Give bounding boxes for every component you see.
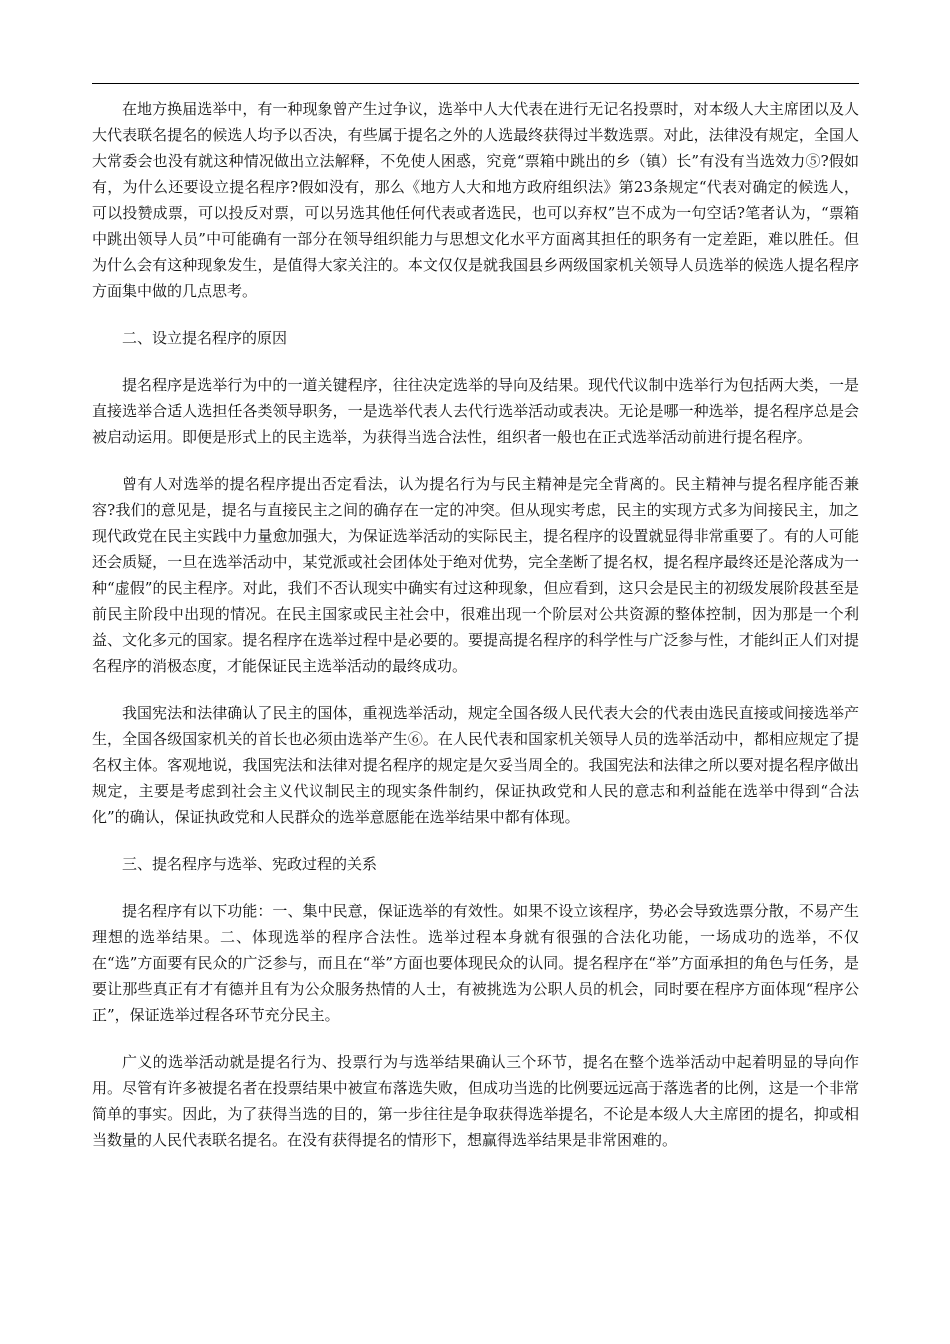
paragraph-nomination-key: 提名程序是选举行为中的一道关键程序，往往决定选举的导向及结果。现代代议制中选举行为包括两大类，一是直接选举合适人选担任各类领导职务，一是选举代表人去代行选举活动或表决。无论是哪一种选举，提名程序总是会被启动运用。即便是形式上的民主选举，为获得当选合法性，组织者一般也在正式选举活动前进行提名程序。 [92, 376, 859, 446]
document-body [92, 96, 859, 1174]
paragraph-nomination-debate: 曾有人对选举的提名程序提出否定看法，认为提名行为与民主精神是完全背离的。民主精神与提名程序能否兼容?我们的意见是，提名与直接民主之间的确存在一定的冲突。但从现实考虑，民主的实现方式多为间接民主，加之现代政党在民主实践中力量愈加强大，为保证选举活动的实际民主，提名程序的设置就显得非常重要了。有的人可能还会质疑，一旦在选举活动中，某党派或社会团体处于绝对优势，完全垄断了提名权，提名程序最终还是沦落成为一种“虚假”的民主程序。对此，我们不否认现实中确实有过这种现象，但应看到，这只会是民主的初级发展阶段甚至是前民主阶段中出现的情况。在民主国家或民主社会中，很难出现一个阶层对公共资源的整体控制，因为那是一个利益、文化多元的国家。提名程序在选举过程中是必要的。要提高提名程序的科学性与广泛参与性，才能纠正人们对提名程序的消极态度，才能保证民主选举活动的最终成功。 [92, 475, 859, 675]
header-rule [92, 83, 859, 84]
section-heading-2: 二、设立提名程序的原因 [122, 329, 288, 347]
paragraph-constitution: 我国宪法和法律确认了民主的国体，重视选举活动，规定全国各级人民代表大会的代表由选民直接或间接选举产生，全国各级国家机关的首长也必须由选举产生⑥。在人民代表和国家机关领导人员的选举活动中，都相应规定了提名权主体。客观地说，我国宪法和法律对提名程序的规定是欠妥当周全的。我国宪法和法律之所以要对提名程序做出规定，主要是考虑到社会主义代议制民主的现实条件制约，保证执政党和人民的意志和利益能在选举中得到“合法化”的确认，保证执政党和人民群众的选举意愿能在选举结果中都有体现。 [92, 704, 859, 826]
paragraph-functions: 提名程序有以下功能：一、集中民意，保证选举的有效性。如果不设立该程序，势必会导致选票分散，不易产生理想的选举结果。二、体现选举的程序合法性。选举过程本身就有很强的合法化功能，一场成功的选举，不仅在“选”方面要有民众的广泛参与，而且在“举”方面也要体现民众的认同。提名程序在“举”方面承担的角色与任务，是要让那些真正有才有德并且有为公众服务热情的人士，有被挑选为公职人员的机会，同时要在程序方面体现“程序公正”，保证选举过程各环节充分民主。 [92, 902, 859, 1024]
section-heading-3: 三、提名程序与选举、宪政过程的关系 [122, 855, 378, 873]
paragraph-broad-election: 广义的选举活动就是提名行为、投票行为与选举结果确认三个环节，提名在整个选举活动中起着明显的导向作用。尽管有许多被提名者在投票结果中被宣布落选失败，但成功当选的比例要远远高于落选者的比例，这是一个非常简单的事实。因此，为了获得当选的目的，第一步往往是争取获得选举提名，不论是本级人大主席团的提名，抑或相当数量的人民代表联名提名。在没有获得提名的情形下，想赢得选举结果是非常困难的。 [92, 1053, 859, 1149]
paragraph-intro: 在地方换届选举中，有一种现象曾产生过争议，选举中人大代表在进行无记名投票时，对本级人大主席团以及人大代表联名提名的候选人均予以否决，有些属于提名之外的人选最终获得过半数选票。对此，法律没有规定，全国人大常委会也没有就这种情况做出立法解释，不免使人困惑，究竟“票箱中跳出的乡（镇）长”有没有当选效力⑤?假如有，为什么还要设立提名程序?假如没有，那么《地方人大和地方政府组织法》第23条规定“代表对确定的候选人，可以投赞成票，可以投反对票，可以另选其他任何代表或者选民，也可以弃权”岂不成为一句空话?笔者认为，“票箱中跳出领导人员”中可能确有一部分在领导组织能力与思想文化水平方面离其担任的职务有一定差距，难以胜任。但为什么会有这种现象发生，是值得大家关注的。本文仅仅是就我国县乡两级国家机关领导人员选举的候选人提名程序方面集中做的几点思考。 [92, 100, 859, 300]
